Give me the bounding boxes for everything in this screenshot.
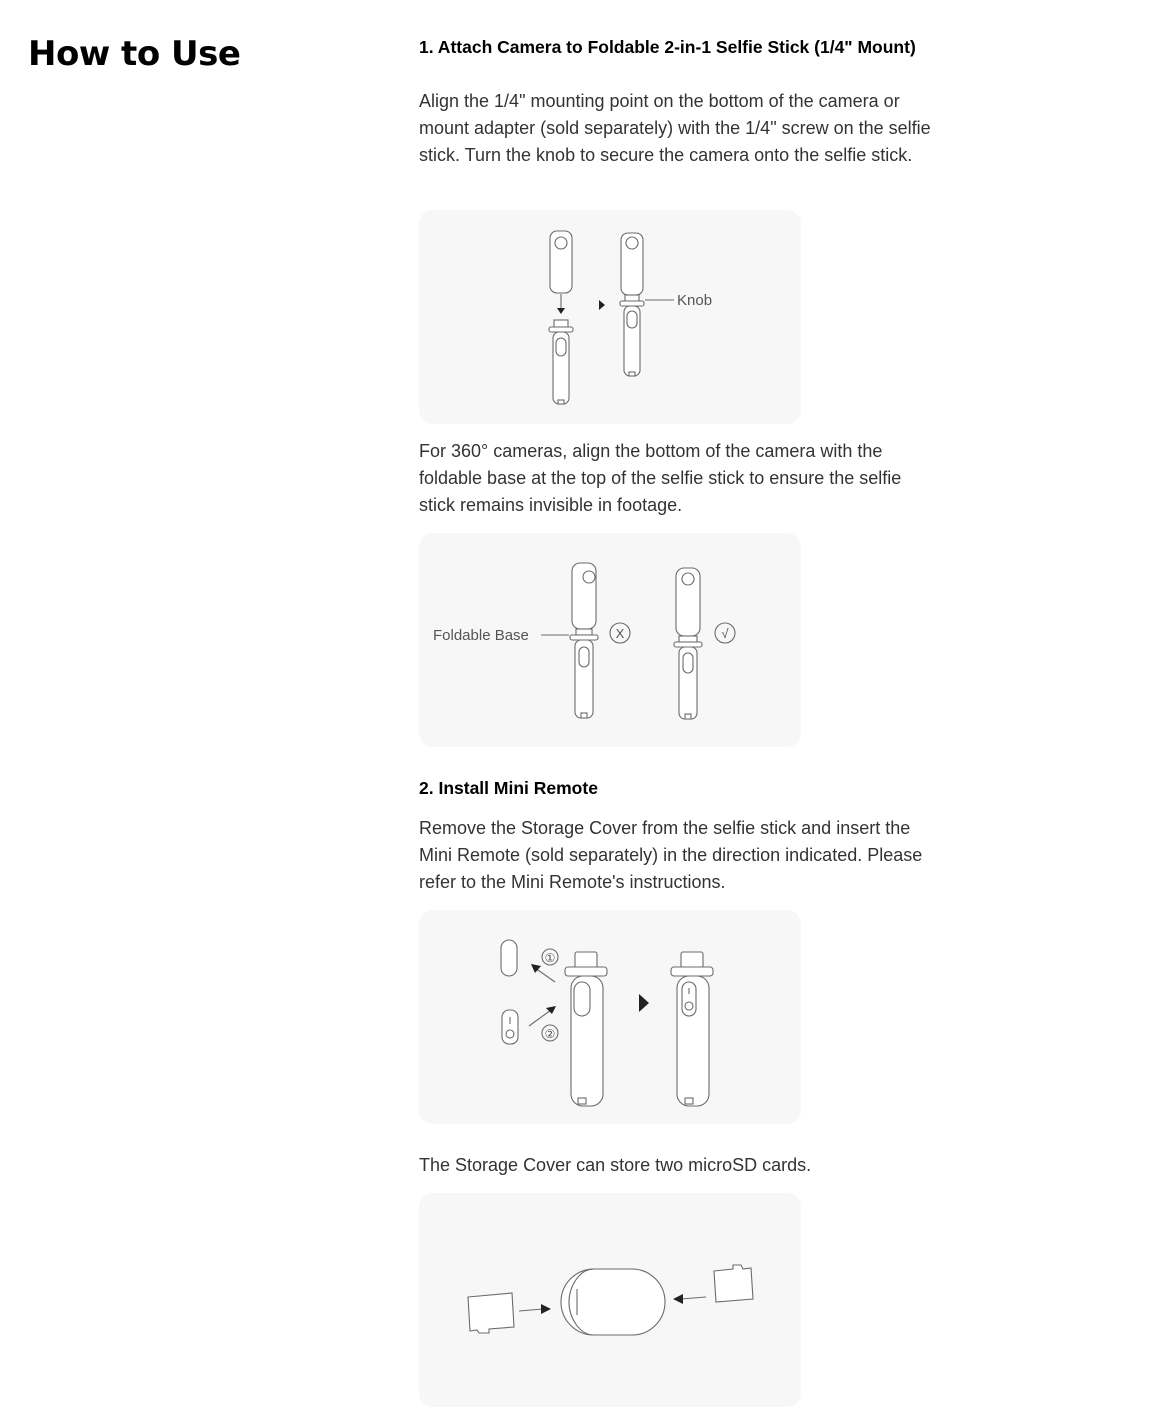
knob-label: Knob <box>677 292 713 309</box>
illustration-attach-camera <box>419 210 801 424</box>
attach-camera-diagram <box>419 210 801 424</box>
section-1-paragraph-1: Align the 1/4" mounting point on the bottom of the camera or mount adapter (sold separately) with the 1/4" screw on the selfie stick. Turn the knob to secure the camera onto the selfie stick. <box>419 91 931 165</box>
step-1-label: ① <box>544 951 556 965</box>
illustration-microsd-storage <box>419 1193 801 1407</box>
foldable-base-diagram <box>419 533 801 747</box>
foldable-base-label: Foldable Base <box>433 627 529 644</box>
step-2-label: ② <box>544 1027 556 1041</box>
illustration-foldable-base <box>419 533 801 747</box>
mini-remote-diagram <box>419 910 801 1124</box>
illustration-mini-remote <box>419 910 801 1124</box>
section-1-heading: 1. Attach Camera to Foldable 2-in-1 Selfie Stick (1/4" Mount) <box>419 37 916 57</box>
right-mark: √ <box>721 626 729 641</box>
section-1-paragraph-2: For 360° cameras, align the bottom of the camera with the foldable base at the top of the selfie stick to ensure the selfie stick remains invisible in footage. <box>419 441 902 515</box>
section-2-paragraph-1: Remove the Storage Cover from the selfie stick and insert the Mini Remote (sold separately) in the direction indicated. Please refer to the Mini Remote's instructions. <box>419 818 923 892</box>
page-title: How to Use <box>28 34 241 74</box>
section-2-heading: 2. Install Mini Remote <box>419 778 598 798</box>
wrong-mark: X <box>615 626 625 641</box>
microsd-storage-diagram <box>419 1193 801 1407</box>
section-2-paragraph-2: The Storage Cover can store two microSD cards. <box>419 1155 812 1175</box>
